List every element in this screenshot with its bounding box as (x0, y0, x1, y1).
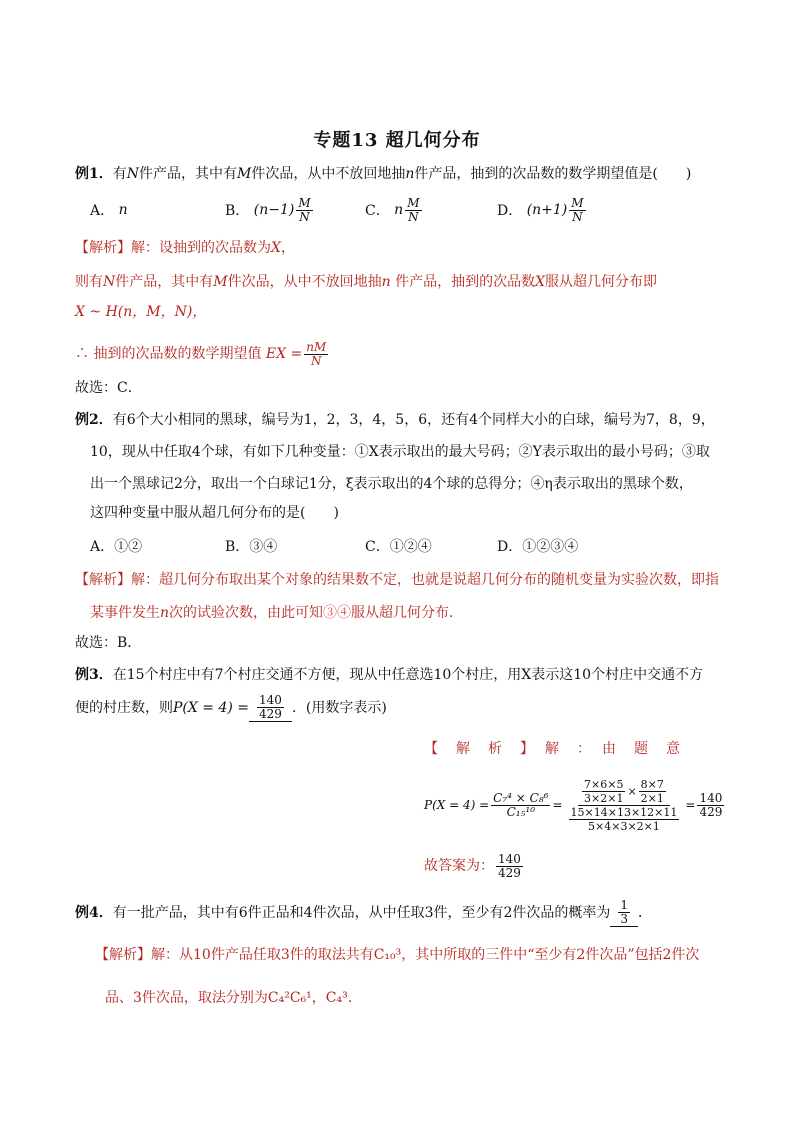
ex1-options (90, 192, 710, 228)
ex2-answer: 故选：B． (75, 635, 142, 651)
ex2-solution-line-2: 某事件发生n次的试验次数，由此可知③④服从超几何分布． (90, 605, 464, 621)
ex3-stem-line-2: 便的村庄数，则 P(X = 4) = $\frac{140}{429}$ ．(用数字表示) (75, 693, 387, 721)
ex1-solution-line-1: 【解析】解：设抽到的次品数为X， (75, 240, 295, 256)
ex1-option-a: A． n (90, 202, 128, 219)
ex3-stem-line-1: 例3．在15个村庄中有7个村庄交通不方便，现从中任意选10个村庄，用X表示这10个村庄中交通不方 (75, 667, 704, 683)
ex3-solution-heading: 【 解 析 】 解 ： 由 题 意 (424, 741, 682, 757)
ex3-answer-blank: $\frac{140}{429}$ (249, 694, 292, 722)
ex3-solution-calculation: P(X = 4) = $\frac{\text{C₇⁴ × C₈⁶}}{\text{C₁₅¹⁰}}$ = $\frac{7\times 6\times 5}{3\times 2\times 1}$ × $\frac{8\times 7}{2\times 1}$ $\frac{15\times 14\times 13\times 12\times 11}{5\times 4\times 3\times 2\times 1}$ = $\frac{140}{429}$ (424, 777, 723, 833)
ex2-option-c: C．①②④ (365, 539, 432, 555)
ex1-solution-line-4: ∴ 抽到的次品数的数学期望值 EX = $\frac{nM}{N}$ (75, 339, 327, 368)
ex1-answer: 故选：C． (75, 380, 142, 396)
ex4-solution-line-1: 【解析】解：从10件产品任取3件的取法共有C₁₀³，其中所取的三件中“至少有2件次品”包括2件次 (95, 947, 700, 963)
ex3-answer: 故答案为： $\frac{140}{429}$ (424, 851, 521, 880)
ex2-stem-line-1: 例2．有6个大小相同的黑球，编号为1，2，3，4，5，6，还有4个同样大小的白球，编号为7，8，9， (75, 412, 715, 428)
ex2-option-d: D．①②③④ (497, 539, 579, 555)
ex4-solution-line-2: 品、3件次品，取法分别为C₄²C₆¹，C₄³． (105, 990, 362, 1006)
ex1-option-d: D． (n+1) $\frac{M}{N}$ (497, 195, 584, 224)
ex4-stem: 例4． 有一批产品，其中有6件正品和4件次品，从中任取3件，至少有2件次品的概率为 $\frac{1}{3}$ ． (75, 898, 653, 926)
ex1-solution-line-2: 则有N件产品，其中有M件次品，从中不放回地抽n 件产品，抽到的次品数X服从超几何分布即 (75, 274, 658, 290)
ex2-option-a: A．①② (90, 539, 143, 555)
ex1-solution-line-3: X ~ H(n，M，N)， (75, 304, 207, 320)
ex1-option-c: C． n $\frac{M}{N}$ (365, 195, 420, 224)
ex2-stem-line-2: 10，现从中任取4个球，有如下几种变量：①X表示取出的最大号码；②Y表示取出的最小号码；③取 (90, 444, 710, 460)
ex1-option-b: B． (n−1) $\frac{M}{N}$ (225, 195, 311, 224)
page-title: 专题13 超几何分布 (313, 130, 481, 151)
ex2-solution-line-1: 【解析】解：超几何分布取出某个对象的结果数不定，也就是说超几何分布的随机变量为实验次数，即指 (75, 572, 719, 588)
ex2-stem-line-3: 出一个黑球记2分，取出一个白球记1分，ξ表示取出的4个球的总得分；④η表示取出的黑球个数， (90, 476, 693, 492)
ex4-answer-blank: $\frac{1}{3}$ (610, 899, 638, 927)
ex2-options (90, 528, 710, 564)
ex2-stem-line-4: 这四种变量中服从超几何分布的是( ) (90, 505, 339, 521)
ex2-option-b: B．③④ (225, 539, 278, 555)
ex1-stem: 例1．有N件产品，其中有M件次品，从中不放回地抽n件产品，抽到的次品数的数学期望值是( ) (75, 166, 692, 182)
